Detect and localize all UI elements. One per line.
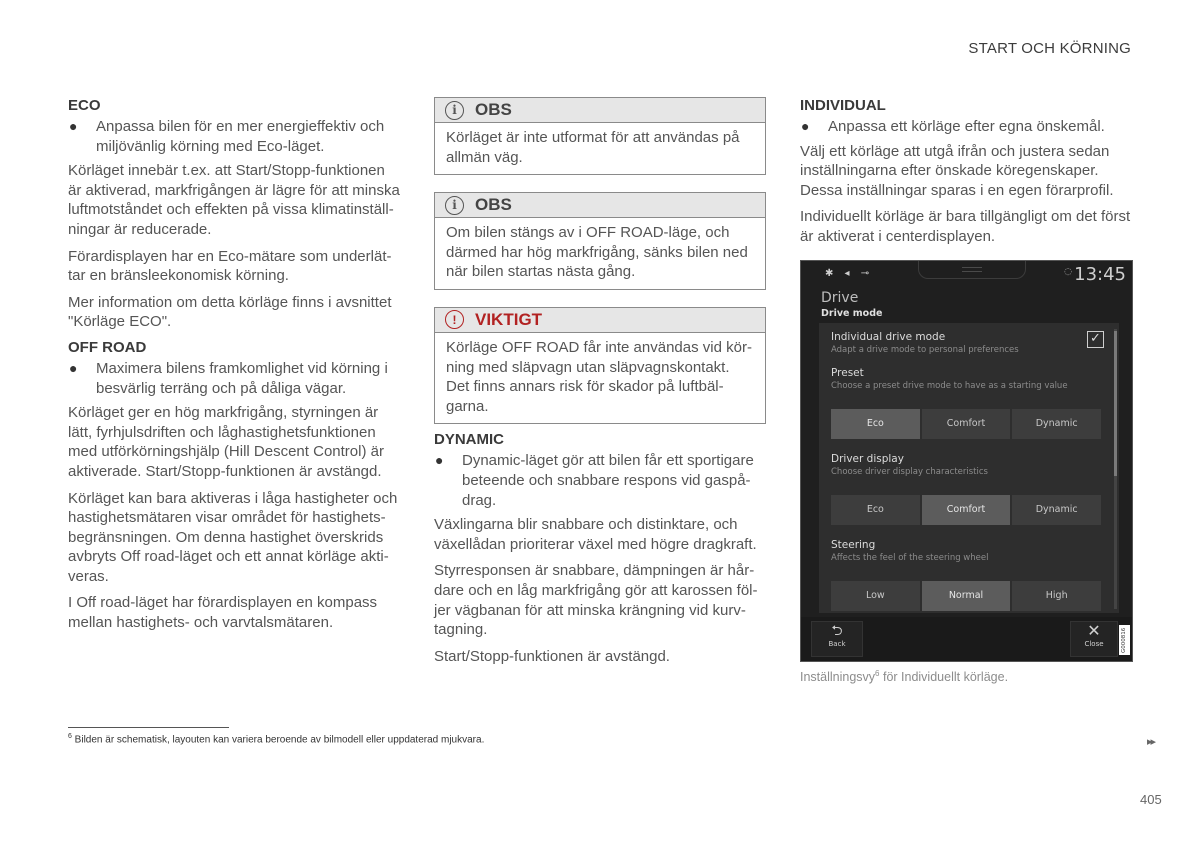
obs-box-2-text: Om bilen stängs av i OFF ROAD-läge, och därmed har hög markfrigång, sänks bilen ned när bilen startas nästa gång. [446,224,748,281]
section-header: START OCH KÖRNING [968,40,1131,57]
steering-desc: Affects the feel of the steering wheel [831,552,989,563]
dynamic-paragraph-1: Växlingarna blir snabbare och distinktare, och växellådan prioriterar växel med högre dragkraft. [434,516,757,553]
obs-box-1-header [435,98,765,123]
driver-display-option-dynamic[interactable]: Dynamic [1012,495,1101,525]
status-bar [801,261,1132,289]
preset-desc: Choose a preset drive mode to have as a starting value [831,380,1068,391]
steering-option-high[interactable]: High [1012,581,1101,611]
obs-box-2 [434,192,766,290]
close-button[interactable] [1070,621,1118,657]
steering-option-normal[interactable]: Normal [922,581,1011,611]
close-icon: ✕ [1087,620,1101,640]
screen-subtitle: Drive mode [821,307,883,319]
signal-icon: ◌ [1064,266,1072,277]
status-icons: ✱ ◂ ⊸ [825,267,874,279]
individual-mode-checkbox[interactable]: ✓ [1087,331,1104,348]
driver-display-desc: Choose driver display characteristics [831,466,988,477]
column-right [800,97,1134,684]
settings-panel [819,323,1119,613]
individual-heading: INDIVIDUAL [800,97,886,114]
obs-box-1-title: OBS [475,100,512,119]
obs-box-2-header [435,193,765,218]
figure-caption: Inställningsvy$^6$ för Individuellt körläge. [800,668,1009,684]
steering-option-low[interactable]: Low [831,581,920,611]
offroad-bullet: ● Maximera bilens framkomlighet vid körning i besvärlig terräng och på dåliga vägar. [69,359,388,397]
back-arrow-icon: ⮌ [831,622,843,639]
info-icon: i [445,196,464,215]
driver-display-label: Driver display [831,452,904,465]
footnote: $^6$ Bilden är schematisk, layouten kan variera beroende av bilmodell eller uppdaterad mjukvara. [68,733,485,746]
driver-display-selector [831,495,1101,525]
dynamic-paragraph-3: Start/Stopp-funktionen är avstängd. [434,647,670,665]
clock: 13:45 [1074,263,1126,285]
screen-title: Drive [821,289,859,306]
warning-box-title: VIKTIGT [475,309,543,329]
obs-box-1-text: Körläget är inte utformat för att användas på allmän väg. [446,129,740,166]
info-icon: i [445,101,464,120]
offroad-paragraph-1: Körläget ger en hög markfrigång, styrningen är lätt, fyrhjulsdriften och låghastighetsfunktionen med utförkörningshjälp (Hill Descent Control) är aktiverade. Start/Stopp-funktionen är avstängd. [68,404,384,480]
individual-paragraph-1: Välj ett körläge att utgå ifrån och justera sedan inställningarna efter önskade köregenskaper. Dessa inställningar sparas i en egen förarprofil. [800,142,1114,199]
dynamic-paragraph-2: Styrresponsen är snabbare, dämpningen är hår-dare och en låg markfrigång gör att karossen föl-jer vägbanan för att minska krängning vid kurv-tagning. [434,562,758,639]
preset-label: Preset [831,366,864,379]
column-left [68,97,400,640]
obs-box-2-title: OBS [475,195,512,215]
warning-icon: ! [445,310,464,329]
image-code: G000816 [1119,625,1130,655]
next-page-arrows-icon: ▸▸ [1147,736,1155,748]
eco-paragraph-2: Förardisplayen har en Eco-mätare som underlät-tar en bränsleekonomisk körning. [68,247,392,285]
footnote-divider [68,727,229,728]
back-button[interactable] [811,621,863,657]
individual-mode-label: Individual drive mode [831,330,946,343]
scrollbar-thumb[interactable] [1114,331,1117,476]
driver-display-option-comfort[interactable]: Comfort [922,495,1011,525]
preset-option-eco[interactable]: Eco [831,409,920,439]
back-label: Back [828,639,846,648]
offroad-paragraph-2: Körläget kan bara aktiveras i låga hastigheter och hastighetsmätaren visar området för hastighets-begränsningen. Om denna hastighet överskrids avbryts Off road-läget och ett annat körläge akti-veras. [68,489,398,585]
driver-display-option-eco[interactable]: Eco [831,495,920,525]
bottom-bar [801,617,1132,661]
warning-box-text: Körläge OFF ROAD får inte användas vid kör-ning med släpvagn utan släpvagnskontakt. Det finns annars risk för skador på luftbäl-garna. [446,338,752,415]
preset-selector [831,409,1101,439]
eco-paragraph-1: Körläget innebär t.ex. att Start/Stopp-funktionen är aktiverad, markfrigången är lägre för att minska luftmotståndet och effekten på vissa klimatinställ-ningar är reducerade. [68,162,400,238]
preset-option-comfort[interactable]: Comfort [922,409,1011,439]
dynamic-bullet: ● Dynamic-läget gör att bilen får ett sportigare beteende och snabbare respons vid gaspå-drag. [435,452,754,509]
column-middle [434,97,766,673]
individual-bullet: ● Anpassa ett körläge efter egna önskemål. [801,118,1105,135]
warning-box [434,307,766,424]
dynamic-heading: DYNAMIC [434,431,504,449]
pull-down-tab[interactable] [918,261,1026,279]
eco-heading: ECO [68,97,101,114]
warning-box-header [435,308,765,333]
obs-box-1 [434,97,766,175]
individual-paragraph-2: Individuellt körläge är bara tillgängligt om det först är aktiverat i centerdisplayen. [800,208,1131,245]
eco-paragraph-3: Mer information om detta körläge finns i avsnittet "Körläge ECO". [68,293,392,331]
center-display-screenshot [800,260,1133,662]
steering-label: Steering [831,538,876,551]
close-label: Close [1084,639,1104,648]
offroad-heading: OFF ROAD [68,338,147,356]
preset-option-dynamic[interactable]: Dynamic [1012,409,1101,439]
eco-bullet: ● Anpassa bilen för en mer energieffektiv och miljövänlig körning med Eco-läget. [69,118,385,155]
page-number: 405 [1140,792,1162,807]
individual-mode-desc: Adapt a drive mode to personal preferences [831,344,1019,355]
steering-selector [831,581,1101,611]
offroad-paragraph-3: I Off road-läget har förardisplayen en kompass mellan hastighets- och varvtalsmätaren. [68,594,378,632]
